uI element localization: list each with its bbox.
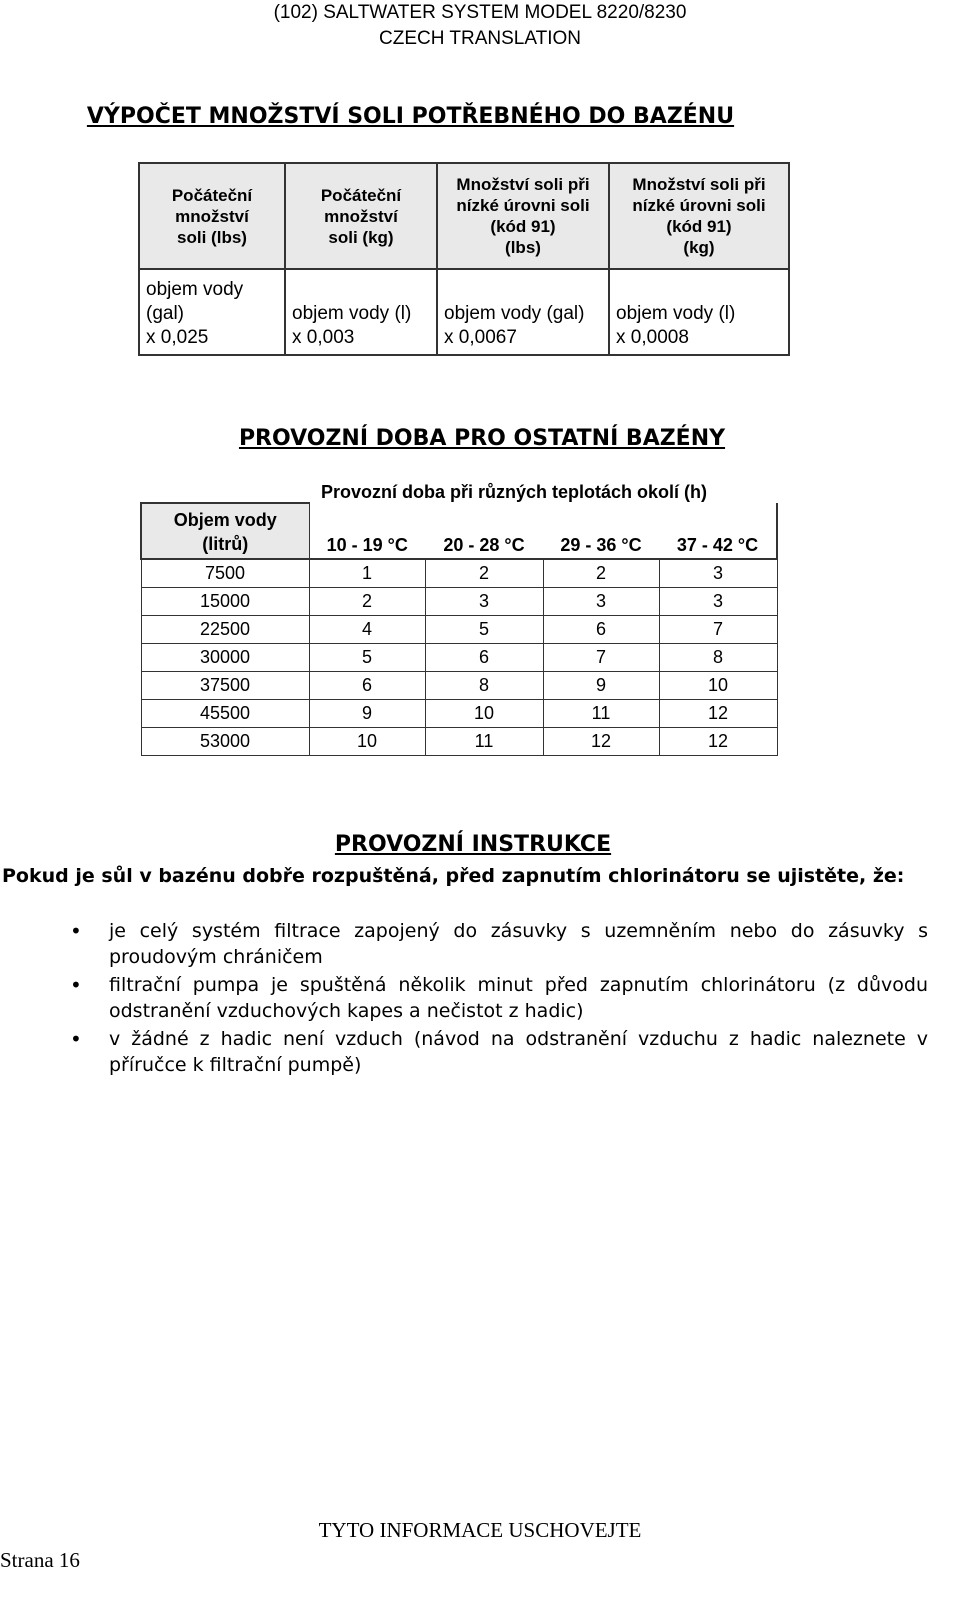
salt-formula-initial-lbs: objem vody (gal) x 0,025 <box>139 269 285 355</box>
hours-cell: 10 <box>425 700 543 728</box>
hours-cell: 7 <box>543 644 659 672</box>
hours-cell: 12 <box>659 728 777 756</box>
hours-cell: 2 <box>543 559 659 588</box>
hours-cell: 4 <box>309 616 425 644</box>
keep-information-notice: TYTO INFORMACE USCHOVEJTE <box>318 1518 642 1542</box>
hours-cell: 7 <box>659 616 777 644</box>
operating-time-heading: PROVOZNÍ DOBA PRO OSTATNÍ BAZÉNY <box>238 426 726 451</box>
header-model-line: (102) SALTWATER SYSTEM MODEL 8220/8230 <box>273 2 687 23</box>
operating-time-super-row <box>141 472 777 503</box>
salt-formula-low-kg: objem vody (l) x 0,0008 <box>609 269 789 355</box>
temp-column-header: 10 - 19 °C <box>309 503 425 559</box>
table-row <box>141 588 777 616</box>
salt-header-low-kg: Množství soli při nízké úrovni soli (kód 91) (kg) <box>609 163 789 269</box>
hours-cell: 3 <box>659 559 777 588</box>
instructions-intro: Pokud je sůl v bazénu dobře rozpuštěná, před zapnutím chlorinátoru se ujistěte, že: <box>2 865 905 887</box>
volume-cell: 22500 <box>141 616 309 644</box>
hours-cell: 3 <box>659 588 777 616</box>
salt-table-formula-row <box>139 269 789 355</box>
table-row <box>141 559 777 588</box>
page-number: Strana 16 <box>0 1548 80 1572</box>
list-item: • je celý systém filtrace zapojený do zásuvky s uzemněním nebo do zásuvky s proudovým chráničem <box>70 919 928 968</box>
hours-cell: 10 <box>309 728 425 756</box>
hours-cell: 5 <box>425 616 543 644</box>
table-row <box>141 644 777 672</box>
hours-cell: 9 <box>309 700 425 728</box>
table-row <box>141 672 777 700</box>
temp-column-header: 20 - 28 °C <box>425 503 543 559</box>
table-row <box>141 700 777 728</box>
hours-cell: 8 <box>659 644 777 672</box>
hours-cell: 11 <box>543 700 659 728</box>
table-row <box>141 616 777 644</box>
volume-cell: 45500 <box>141 700 309 728</box>
hours-cell: 1 <box>309 559 425 588</box>
salt-header-initial-lbs: Počáteční množství soli (lbs) <box>139 163 285 269</box>
volume-column-header: Objem vody (litrů) <box>141 503 309 559</box>
hours-cell: 8 <box>425 672 543 700</box>
hours-cell: 11 <box>425 728 543 756</box>
bullet-icon: • <box>70 919 82 943</box>
salt-formula-initial-kg: objem vody (l) x 0,003 <box>285 269 437 355</box>
salt-calculation-heading: VÝPOČET MNOŽSTVÍ SOLI POTŘEBNÉHO DO BAZÉNU <box>86 104 735 129</box>
instructions-list <box>0 918 928 1080</box>
bullet-icon: • <box>70 1027 82 1051</box>
volume-cell: 53000 <box>141 728 309 756</box>
document-header <box>0 0 960 52</box>
temp-column-header: 37 - 42 °C <box>659 503 777 559</box>
hours-cell: 6 <box>543 616 659 644</box>
salt-formula-low-lbs: objem vody (gal) x 0,0067 <box>437 269 609 355</box>
operating-time-header-row <box>141 503 777 559</box>
table-row <box>141 728 777 756</box>
volume-cell: 15000 <box>141 588 309 616</box>
hours-cell: 3 <box>543 588 659 616</box>
hours-cell: 2 <box>309 588 425 616</box>
hours-cell: 10 <box>659 672 777 700</box>
salt-header-initial-kg: Počáteční množství soli (kg) <box>285 163 437 269</box>
header-translation-line: CZECH TRANSLATION <box>379 28 581 49</box>
hours-cell: 6 <box>309 672 425 700</box>
hours-cell: 12 <box>659 700 777 728</box>
hours-cell: 2 <box>425 559 543 588</box>
operating-time-table <box>140 472 778 756</box>
bullet-icon: • <box>70 973 82 997</box>
volume-cell: 30000 <box>141 644 309 672</box>
temp-column-header: 29 - 36 °C <box>543 503 659 559</box>
volume-cell: 7500 <box>141 559 309 588</box>
salt-header-low-lbs: Množství soli při nízké úrovni soli (kód 91) (lbs) <box>437 163 609 269</box>
hours-cell: 9 <box>543 672 659 700</box>
operating-instructions-heading: PROVOZNÍ INSTRUKCE <box>334 832 612 857</box>
salt-table-header-row <box>139 163 789 269</box>
hours-cell: 3 <box>425 588 543 616</box>
hours-cell: 12 <box>543 728 659 756</box>
hours-cell: 6 <box>425 644 543 672</box>
list-item: • v žádné z hadic není vzduch (návod na odstranění vzduchu z hadic naleznete v příručce k filtrační pumpě) <box>70 1027 928 1076</box>
salt-amount-table <box>138 162 790 356</box>
hours-cell: 5 <box>309 644 425 672</box>
list-item: • filtrační pumpa je spuštěná několik minut před zapnutím chlorinátoru (z důvodu odstranění vzduchových kapes a nečistot z hadic) <box>70 973 928 1022</box>
volume-cell: 37500 <box>141 672 309 700</box>
temperature-super-header: Provozní doba při různých teplotách okolí (h) <box>321 482 708 502</box>
